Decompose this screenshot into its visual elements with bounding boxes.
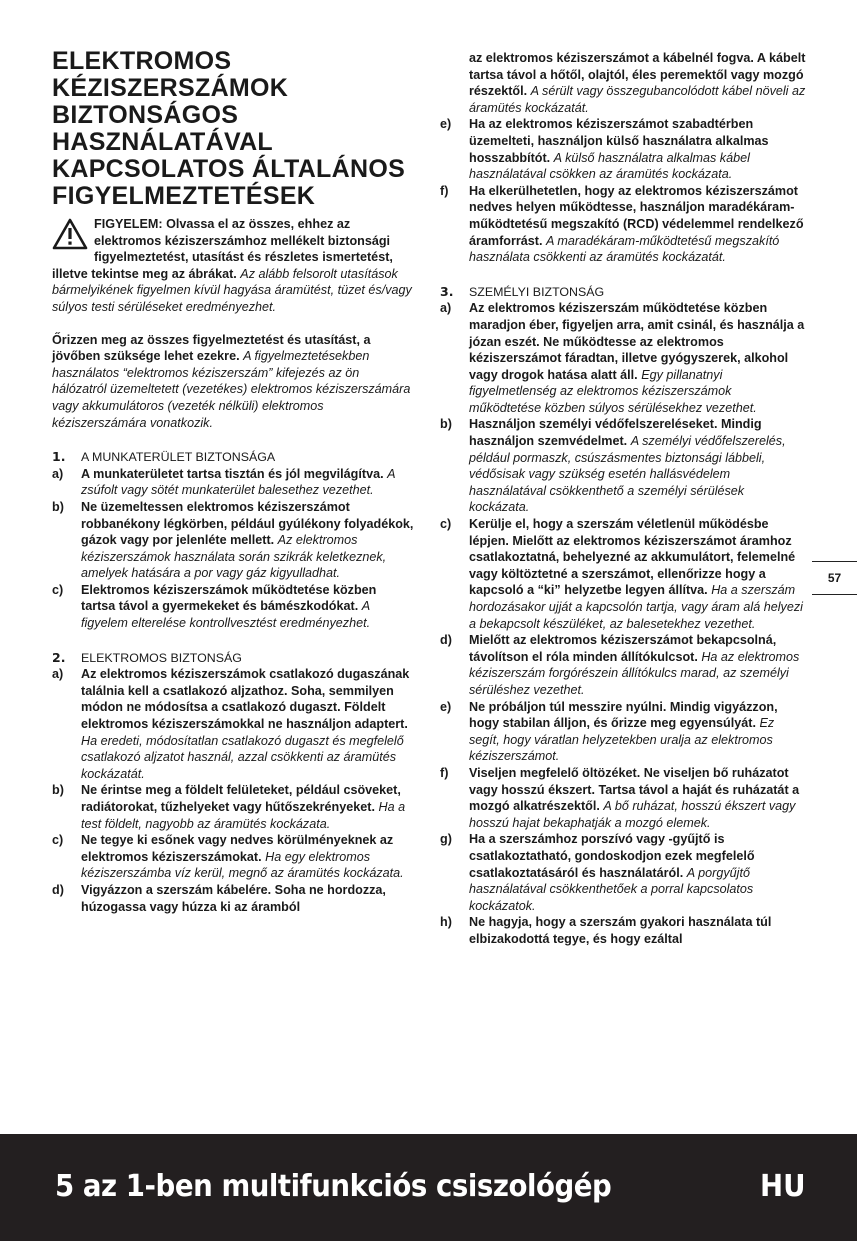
list-item: e) Ne próbáljon túl messzire nyúlni. Mindig vigyázzon, hogy stabilan álljon, és őrizze meg egyensúlyát. Ez segít, hogy váratlan helyzetekben uralja az elektromos kéziszerszámot.: [440, 699, 778, 764]
warning-block: [52, 216, 414, 316]
warning-triangle-icon: [52, 218, 88, 250]
section-1-heading: 1. A MUNKATERÜLET BIZTONSÁGA: [52, 449, 276, 465]
footer-title: 5 az 1-ben multifunkciós csiszológép: [55, 1169, 612, 1204]
list-item: d) Vigyázzon a szerszám kábelére. Soha ne hordozza, húzogassa vagy húzza ki az áramból: [52, 882, 386, 914]
list-item: b) Ne üzemeltessen elektromos kéziszerszámot robbanékony légkörben, például gyúlékony folyadékok, gázok vagy por jelenléte mellett. Az elektromos kéziszerszámok használata során szikrák keletkeznek, amelyek hatására a por vagy gáz kigyulladhat.: [52, 499, 414, 581]
left-column: [52, 48, 414, 915]
page-title: ELEKTROMOS KÉZISZERSZÁMOK BIZTONSÁGOS HASZNÁLATÁVAL KAPCSOLATOS ÁLTALÁNOS FIGYELMEZTETÉSEK: [52, 47, 406, 210]
list-item: c) Elektromos kéziszerszámok működtetése közben tartsa távol a gyermekeket és bámészkodókat. A figyelem elterelése kontrollvesztést eredményezhet.: [52, 582, 377, 631]
right-column: [440, 50, 806, 947]
list-item: b) Használjon személyi védőfelszereléseket. Mindig használjon szemvédelmet. A személyi védőfelszerelés, például pormaszk, csúszásmentes biztonsági lábbeli, védősisak vagy szükség esetén hallásvédelem használatával csökkenthető a személyi sérülések kockázata.: [440, 417, 786, 515]
page-number: 57: [812, 561, 857, 595]
language-code: HU: [760, 1169, 806, 1204]
section-1-list: [52, 466, 414, 632]
section-3-list: [440, 300, 806, 947]
list-item: a) Az elektromos kéziszerszám működtetése közben maradjon éber, figyeljen arra, amit csinál, és használja a józan eszét. Ne működtesse az elektromos kéziszerszámot fáradtan, illetve gyógyszerek, alkohol vagy drogok hatása alatt áll. Egy pillanatnyi figyelmetlenség az elektromos kéziszerszámok működtetése közben súlyos sérülésekhez vezethet.: [440, 301, 805, 415]
section-2-heading: 2. ELEKTROMOS BIZTONSÁG: [52, 649, 242, 665]
list-item: a) A munkaterületet tartsa tisztán és jól megvilágítva. A zsúfolt vagy sötét munkaterület balesethez vezethet.: [52, 466, 396, 498]
list-item-continued: az elektromos kéziszerszámot a kábelnél fogva. A kábelt tartsa távol a hőtől, olajtól, éles peremektől vagy mozgó részektől. A sérült vagy összegubancolódott kábel növeli az áramütés kockázatát.: [469, 51, 806, 115]
list-item: c) Kerülje el, hogy a szerszám véletlenül működésbe lépjen. Mielőtt az elektromos kéziszerszámot áramhoz csatlakoztatná, behelyezné az akkumulátort, felemelné vagy költöztetné a szerszámot, ellenőrizze hogy a kapcsoló a “ki” helyzetbe legyen állítva. Ha a szerszám hordozásakor ujját a kapcsolón tartja, vagy áram alá helyezi a bekapcsolt készüléket, az balesetekhez vezethet.: [440, 517, 803, 631]
section-3-heading: 3. SZEMÉLYI BIZTONSÁG: [440, 283, 605, 299]
keep-italic: A figyelmeztetésekben használatos “elektromos kéziszerszám” kifejezés az ön hálózatról üzemeltetett (vezetékes) elektromos kéziszerszámára vagy akkumulátoros (vezeték nélküli) elektromos kéziszerszámára vonatkozik.: [52, 349, 411, 430]
footer-bar: [0, 1134, 857, 1241]
keep-bold: Őrizzen meg az összes figyelmeztetést és utasítást, a jövőben szüksége lehet ezekre.: [52, 332, 371, 364]
list-item: e) Ha az elektromos kéziszerszámot szabadtérben üzemelteti, használjon külső használatra alkalmas hosszabbítót. A külső használatra alkalmas kábel használatával csökken az áramütés kockázata.: [440, 117, 769, 182]
list-item: f) Viseljen megfelelő öltözéket. Ne viseljen bő ruházatot vagy hosszú ékszert. Tartsa távol a haját és ruházatát a mozgó alkatrészektől. A bő ruházat, hosszú ékszert vagy hosszú hajat bekaphatják a mozgó elemek.: [440, 765, 800, 830]
list-item: g) Ha a szerszámhoz porszívó vagy -gyűjtő is csatlakoztatható, gondoskodjon ezek megfelelő csatlakoztatásáról és használatáról. A porgyűjtő használatával csökkenthetőek a porral kapcsolatos kockázatok.: [440, 832, 755, 913]
warning-bold: FIGYELEM: Olvassa el az összes, ehhez az elektromos kéziszerszámhoz mellékelt biztonsági figyelmeztetést, utasítást és részletes ismertetést, illetve tekintse meg az ábrákat.: [52, 217, 393, 281]
list-item: h) Ne hagyja, hogy a szerszám gyakori használata túl elbizakodottá tegye, és hogy ezáltal: [440, 915, 772, 946]
section-2-list: [52, 666, 414, 915]
warning-italic: Az alább felsorolt utasítások bármelyikének figyelmen kívül hagyása áramütést, tüzet és/vagy súlyos testi sérüléseket eredményezhet.: [52, 266, 412, 314]
list-item: a) Az elektromos kéziszerszámok csatlakozó dugaszának találnia kell a csatlakozó aljzathoz. Soha, semmilyen módon ne módosítsa a csatlakozó dugaszt. Földelt elektromos kéziszerszámokkal ne használjon adaptert. Ha eredeti, módosítatlan csatlakozó dugaszt és megfelelő csatlakozó aljzatot használ, azzal csökkenti az áramütés kockázatát.: [52, 667, 410, 781]
list-item: b) Ne érintse meg a földelt felületeket, például csöveket, radiátorokat, tűzhelyeket vagy hűtőszekrényeket. Ha a test földelt, nagyobb az áramütés kockázata.: [52, 783, 406, 831]
list-item: c) Ne tegye ki esőnek vagy nedves körülményeknek az elektromos kéziszerszámokat. Ha egy elektromos kéziszerszámba víz kerül, megnő az áramütés kockázata.: [52, 833, 404, 881]
keep-instructions: [52, 332, 414, 432]
list-item: d) Mielőtt az elektromos kéziszerszámot bekapcsolná, távolítson el róla minden állítókulcsot. Ha az elektromos kéziszerszám forgórészein állítókulcs marad, az személyi sérüléshez vezethet.: [440, 633, 800, 697]
list-item: f) Ha elkerülhetetlen, hogy az elektromos kéziszerszámot nedves helyen működtesse, használjon maradékáram-működtetésű megszakító (RCD) védelemmel rendelkező áramforrást. A maradékáram-működtetésű megszakító használata csökkenti az áramütés kockázatát.: [440, 183, 804, 265]
